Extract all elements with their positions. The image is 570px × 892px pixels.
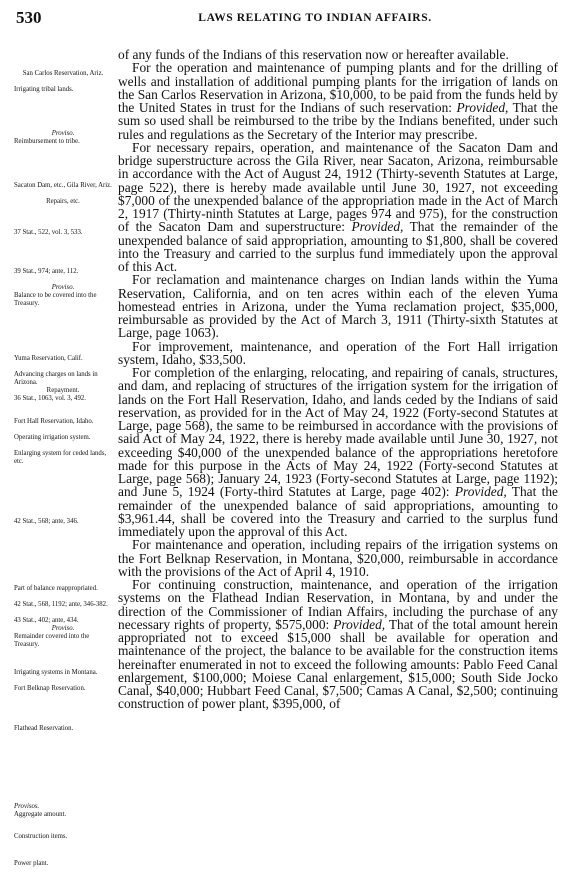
margin-note: Proviso. — [51, 625, 75, 632]
margin-note: Irrigating tribal lands. — [14, 86, 74, 93]
paragraph: For reclamation and maintenance charges on Indian lands within the Yuma Reservation, California, and on ten acres within each of the eleven Yuma homestead entries in Arizona, under the Yuma reclamation project, $35,000, reimbursable as provided by the Act of March 3, 1911 (Thirty-sixth Statutes at Large, page 1063). — [118, 272, 558, 341]
margin-note: 37 Stat., 522, vol. 3, 533. — [14, 229, 83, 236]
margin-note: Provisos. — [14, 803, 40, 810]
margin-note: Repayment. — [46, 387, 80, 394]
margin-note: Remainder covered into the Treasury. — [14, 633, 90, 648]
margin-note: Proviso. — [51, 130, 75, 137]
margin-note: 42 Stat., 568; ante, 346. — [14, 518, 79, 525]
paragraph: For maintenance and operation, including repairs of the irrigation systems on the Fort Belknap Reservation, in Montana, $20,000, reimbursable in accordance with the provisions of the Act of April 4, 1910. — [118, 537, 558, 579]
margin-note: Repairs, etc. — [46, 198, 80, 205]
margin-note: San Carlos Reservation, Ariz. — [22, 70, 104, 77]
running-title: LAWS RELATING TO INDIAN AFFAIRS. — [198, 12, 432, 24]
main-text — [118, 48, 558, 711]
margin-note: Yuma Reservation, Calif. — [14, 355, 83, 362]
margin-note: Reimbursement to tribe. — [14, 138, 80, 145]
margin-note: Construction items. — [14, 833, 68, 840]
margin-note: Part of balance reappropriated. — [14, 585, 98, 592]
margin-note: 39 Stat., 974; ante, 112. — [14, 268, 79, 275]
margin-note: Irrigating systems in Montana. — [14, 669, 98, 676]
margin-note: Sacaton Dam, etc., Gila River, Ariz. — [14, 182, 112, 189]
paragraph: For completion of the enlarging, relocating, and repairing of canals, structures, and dam, and replacing of structures of the irrigation system for the irrigation of lands on the Fort Hall Reservation, Idaho, and lands ceded by the Indians of said reservation, as provided for in the Act of May 24, 1922 (Forty-second Statutes at Large, page 568), the same to be reimbursed in accordance with the provisions of said Act of May 24, 1922, there is hereby made available until June 30, 1927, not exceeding $40,000 of the unexpended balance of the appropriations heretofore made for this purpose in the Acts of May 24, 1922 (Forty-second Statutes at Large, page 568); January 24, 1923 (Forty-second Statutes at Large, page 1192); and June 5, 1924 (Forty-third Statutes at Large, page 402): Provided, That the remainder of the unexpended balance of said appropriations, amounting to $3,961.44, shall be covered into the Treasury and carried to the surplus fund immediately upon the approval of this Act. — [118, 365, 558, 539]
margin-note: Advancing charges on lands in Arizona. — [14, 371, 98, 386]
page-header — [0, 8, 570, 30]
paragraph: For the operation and maintenance of pumping plants and for the drilling of wells and installation of additional pumping plants for the irrigation of lands on the San Carlos Reservation in Arizona, $10,000, to be paid from the funds held by the United States in trust for the Indians of such reservation: Provided, That the sum so used shall be reimbursed to the tribe by the Indians benefited, under such rules and regulations as the Secretary of the Interior may prescribe. — [118, 60, 558, 142]
margin-note: 43 Stat., 402; ante, 434. — [14, 617, 79, 624]
margin-note: 42 Stat., 568, 1192; ante, 346-382. — [14, 601, 108, 608]
margin-note: Aggregate amount. — [14, 811, 67, 818]
margin-note: Balance to be covered into the Treasury. — [14, 292, 97, 307]
page-number: 530 — [16, 8, 42, 27]
paragraph: For improvement, maintenance, and operation of the Fort Hall irrigation system, Idaho, $33,500. — [118, 338, 558, 367]
margin-note: Fort Hall Reservation, Idaho. — [14, 418, 94, 425]
paragraph: of any funds of the Indians of this reservation now or hereafter available. — [118, 47, 509, 62]
margin-note: 36 Stat., 1063, vol. 3, 492. — [14, 395, 86, 402]
paragraph: For continuing construction, maintenance, and operation of the irrigation systems on the Flathead Indian Reservation, in Montana, by and under the direction of the Commissioner of Indian Affairs, including the purchase of any necessary rights of property, $575,000: Provided, That of the total amount herein appropriated not to exceed $15,000 shall be available for operation and maintenance of the project, the balance to be available for the construction items hereinafter enumerated in not to exceed the following amounts: Pablo Feed Canal enlargement, $100,000; Moiese Canal enlargement, $15,000; South Side Jocko Canal, $40,000; Hubbart Feed Canal, $7,500; Camas A Canal, $2,500; continuing construction of power plant, $395,000, of — [118, 577, 558, 712]
margin-note: Enlarging system for ceded lands, etc. — [14, 450, 107, 465]
margin-note: Flathead Reservation. — [14, 725, 74, 732]
margin-note: Operating irrigation system. — [14, 434, 91, 441]
margin-note: Proviso. — [51, 284, 75, 291]
paragraph: For necessary repairs, operation, and maintenance of the Sacaton Dam and bridge superstructure across the Gila River, near Sacaton, Arizona, reimbursable in accordance with the Act of August 24, 1912 (Thirty-seventh Statutes at Large, page 522), there is hereby made available until June 30, 1927, not exceeding $7,000 of the unexpended balance of the appropriation made in the Act of March 2, 1917 (Thirty-ninth Statutes at Large, pages 974 and 975), for the construction of the Sacaton Dam and superstructure: Provided, That the remainder of the unexpended balance of said appropriation, amounting to $1,800, shall be covered into the Treasury and carried to the surplus fund immediately upon the approval of this Act. — [118, 139, 558, 274]
margin-note: Power plant. — [14, 860, 49, 867]
margin-note: Fort Belknap Reservation. — [14, 685, 86, 692]
